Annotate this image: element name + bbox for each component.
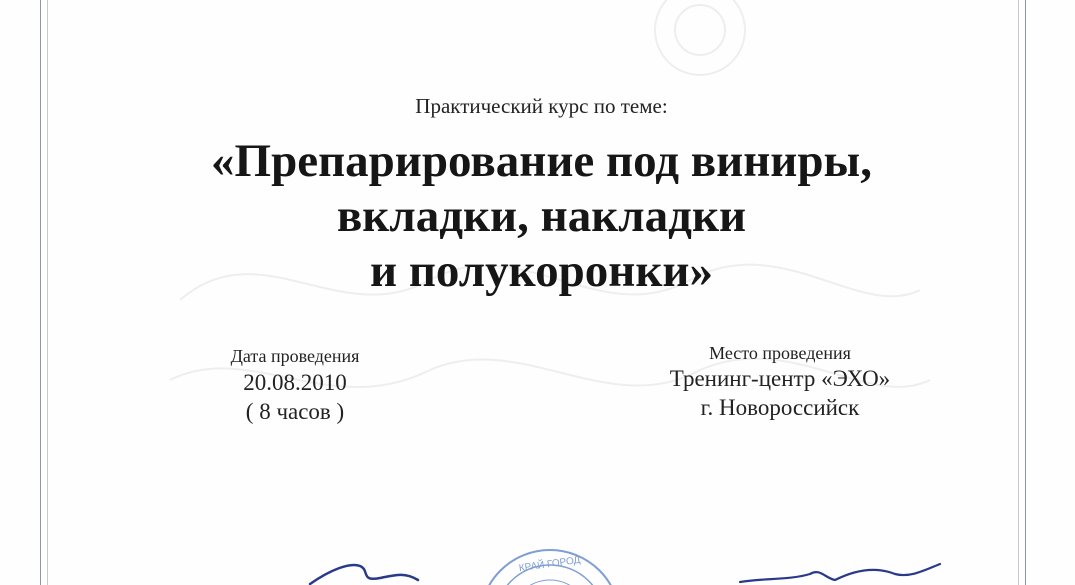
date-value: 20.08.2010 xyxy=(243,370,347,395)
course-title-line: «Препарирование под виниры, xyxy=(211,135,872,187)
course-intro: Практический курс по теме: xyxy=(415,94,668,118)
svg-text:КРАЙ ГОРОД xyxy=(518,553,581,575)
city-value: г. Новороссийск xyxy=(700,395,860,420)
date-label: Дата проведения xyxy=(230,346,360,366)
date-block xyxy=(150,344,440,426)
seal-text: КРАЙ ГОРОД xyxy=(518,554,582,575)
place-block xyxy=(600,342,960,422)
place-label: Место проведения xyxy=(709,343,851,363)
course-title xyxy=(0,134,1075,299)
seal-stamp xyxy=(455,545,645,585)
duration-value: ( 8 часов ) xyxy=(245,399,345,424)
venue-value: Тренинг-центр «ЭХО» xyxy=(669,366,891,391)
course-title-line: вкладки, накладки xyxy=(336,190,747,242)
signature-left xyxy=(300,560,420,585)
course-title-line: и полукоронки» xyxy=(370,245,713,297)
signature-right xyxy=(735,560,945,585)
